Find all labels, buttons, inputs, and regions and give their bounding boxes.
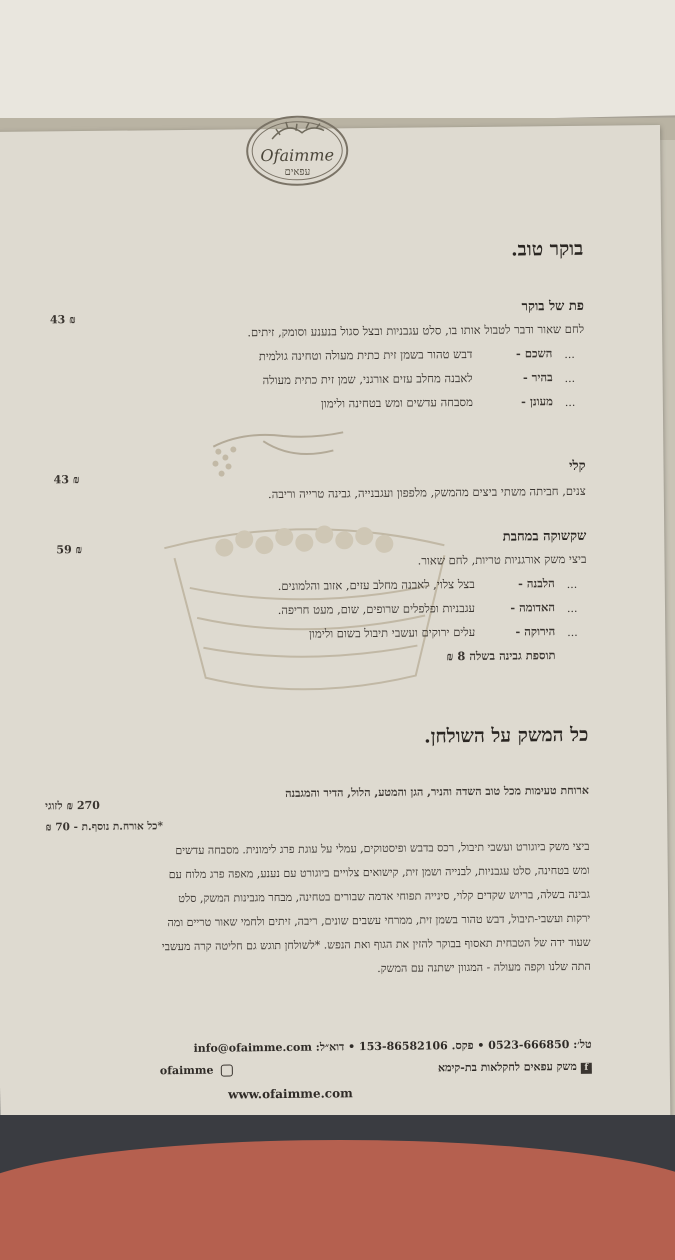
paragraph-line: גבינה בשלה, בריוש שקדים קלוי, סינייה תפוחי אדמה שבורים בטחינה, מבחר מגבינות המשק, סלט <box>178 887 591 906</box>
option-dots: ... <box>564 371 576 385</box>
tasting-price: 270 ₪ לזוגי <box>44 798 100 813</box>
paragraph-line: ומש בטחינה, סלט עגבניות, לבנייה ושמן זית, קישואים צלויים ביוגורט עם נענע, מאפה פרג מלוח עם <box>168 863 590 882</box>
section-title-farm: כל המשק על השולחן. <box>423 723 589 748</box>
item-price: 59 ₪ <box>56 543 83 557</box>
item-price: 43 ₪ <box>53 473 80 487</box>
paragraph-line: ירקות ועשבי-תיבול, דבש טהור בשמן זית, ממרחי עשבים שונים, ריבה, זיתים ולחמי שאור טריים ומה <box>167 911 591 930</box>
menu-page <box>0 125 670 1127</box>
footer-facebook <box>438 1060 592 1076</box>
item-description: צנים, חביתה משתי ביצים מהמשק, מלפפון ועגבנייה, גבינה טרייה וריבה. <box>267 483 586 502</box>
item-name: שקשוקה במחבת <box>502 528 587 545</box>
instagram-icon <box>220 1065 232 1077</box>
hand-sketch-illustration <box>203 420 354 482</box>
item-price: 43 ₪ <box>49 313 76 327</box>
footer-instagram <box>160 1064 233 1078</box>
option-description: עלים ירוקים ועשבי תיבול בשום ולימון <box>309 624 476 641</box>
addon-text: תוספת גבינה בשלה 8 ₪ <box>446 648 556 664</box>
option-name: האדומה - <box>510 600 556 615</box>
option-name: הירוקה - <box>515 624 556 639</box>
item-name: קלי <box>569 458 586 474</box>
extra-guest-price: *כל אורח.ת נוסף.ת - 70 ₪ <box>45 820 163 834</box>
option-description: בצל צלוי, לאבנה מחלב עזים, אזוב והלמונים. <box>277 576 475 594</box>
ofaimme-logo <box>242 110 353 191</box>
footer-website: www.ofaimme.com <box>228 1086 353 1102</box>
item-description: לחם שאור ודבר לטבול אותו בו, סלט עגבניות ובצל סגול בנענע וסומק, זיתים. <box>247 321 585 340</box>
sweater-foreground <box>0 1140 675 1260</box>
facebook-text: משק עפאים לחקלאות בת-קימא <box>437 1059 577 1075</box>
option-name: השכם - <box>515 346 553 361</box>
section-title-morning: בוקר טוב. <box>510 237 584 261</box>
paragraph-line: שעוד ידה של הטבחית תאסוף בבוקר להזין את הגוף ואת הנפש. *לשולחן תוגש גם חליטה קרה מעשבי <box>161 935 591 954</box>
option-description: לאבנה מחלב עזים אורגני, שמן זית כתית מעולה <box>262 370 473 388</box>
instagram-text: ofaimme <box>159 1063 214 1078</box>
logo-text: Ofaimme <box>260 145 335 166</box>
option-dots: ... <box>566 577 578 591</box>
item-name: פת של בוקר <box>521 298 584 315</box>
option-description: דבש טהור בשמן זית כתית מעולה וטחינה גולמית <box>258 346 473 364</box>
option-description: עגבניות ופלפלים שרופים, שום, מעט חריפה. <box>277 600 476 618</box>
tasting-subtitle: ארוחת טעימות מכל טוב השדה והניר, הגן והמטע, הלול, הדיר והמגבנה <box>285 783 589 800</box>
footer-contact: טל׳: 0523-666850 • פקס. 153-86582106 • דוא״ל: info@ofaimme.com <box>193 1037 592 1055</box>
option-name: בהיר - <box>522 370 553 385</box>
option-description: מסבחה עדשים ומש בטחינה ולימון <box>320 394 473 411</box>
facebook-icon: f <box>581 1063 592 1074</box>
option-dots: ... <box>564 347 575 361</box>
item-description: ביצי משק אורגניות טריות, לחם שאור. <box>417 551 587 568</box>
logo-text-hebrew: עפאים <box>284 166 311 178</box>
option-name: הלבנה - <box>518 576 555 591</box>
option-dots: ... <box>564 395 576 409</box>
option-dots: ... <box>566 601 578 615</box>
option-name: מעונן - <box>521 394 553 409</box>
paragraph-line: ביצי משק ביוגורט ועשבי תיבול, רכס בדבש ופיסטוקים, עמלי על עוגת פרג לימונית. מסבחה עדשים <box>175 839 590 858</box>
paragraph-line: התה שלנו וקפה מעולה - המגוון ישתנה עם המשק. <box>377 959 591 975</box>
option-dots: ... <box>567 625 578 639</box>
